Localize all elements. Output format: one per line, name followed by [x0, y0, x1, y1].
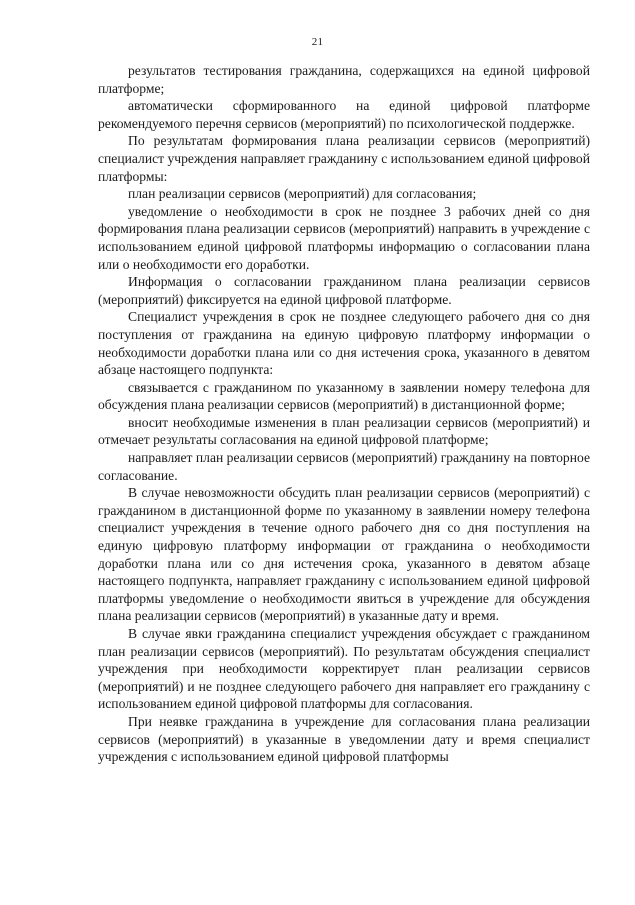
paragraph: По результатам формирования плана реализации сервисов (мероприятий) специалист учреждения направляет гражданину с использованием единой цифровой платформы: — [98, 133, 590, 184]
paragraph: В случае явки гражданина специалист учреждения обсуждает с гражданином план реализации сервисов (мероприятий). По результатам обсуждения специалист учреждения при необходимости корректирует план реализации сервисов (мероприятий) и не позднее следующего рабочего дня направляет его гражданину с использованием единой цифровой платформы для согласования. — [98, 626, 590, 712]
paragraph: автоматически сформированного на единой цифровой платформе рекомендуемого перечня сервисов (мероприятий) по психологической поддержке. — [98, 98, 590, 131]
paragraph: связывается с гражданином по указанному в заявлении номеру телефона для обсуждения плана реализации сервисов (мероприятий) в дистанционной форме; — [98, 379, 590, 413]
paragraph: результатов тестирования гражданина, содержащихся на единой цифровой платформе; — [98, 63, 590, 96]
paragraph: Информация о согласовании гражданином плана реализации сервисов (мероприятий) фиксируется на единой цифровой платформе. — [98, 274, 590, 307]
paragraph: направляет план реализации сервисов (мероприятий) гражданину на повторное согласование. — [98, 450, 590, 483]
paragraph: При неявке гражданина в учреждение для согласования плана реализации сервисов (мероприятий) в указанные в уведомлении дату и время специалист учреждения с использованием единой цифровой платформы — [98, 713, 590, 765]
paragraph: уведомление о необходимости в срок не позднее 3 рабочих дней со дня формирования плана реализации сервисов (мероприятий) направить в учреждение с использованием единой цифровой платформы информацию о согласовании плана или о необходимости его доработки. — [98, 203, 590, 272]
page-number: 21 — [311, 36, 324, 48]
paragraph: В случае невозможности обсудить план реализации сервисов (мероприятий) с гражданином в дистанционной форме по указанному в заявлении номеру телефона специалист учреждения в течение одного рабочего дня со дня поступления на единую цифровую платформу информации от гражданина о необходимости доработки плана или со дня истечения срока, указанного в девятом абзаце настоящего подпункта, направляет гражданину с использованием единой цифровой платформы уведомление о необходимости явиться в учреждение для обсуждения плана реализации сервисов (мероприятий) в указанные дату и время. — [98, 485, 590, 624]
document-body — [98, 62, 590, 766]
paragraph: план реализации сервисов (мероприятий) для согласования; — [128, 186, 477, 202]
paragraph: вносит необходимые изменения в план реализации сервисов (мероприятий) и отмечает результаты согласования на единой цифровой платформе; — [98, 414, 590, 448]
paragraph: Специалист учреждения в срок не позднее следующего рабочего дня со дня поступления от гражданина на единую цифровую платформу информации о необходимости доработки плана или со дня истечения срока, указанного в девятом абзаце настоящего подпункта: — [98, 309, 590, 378]
